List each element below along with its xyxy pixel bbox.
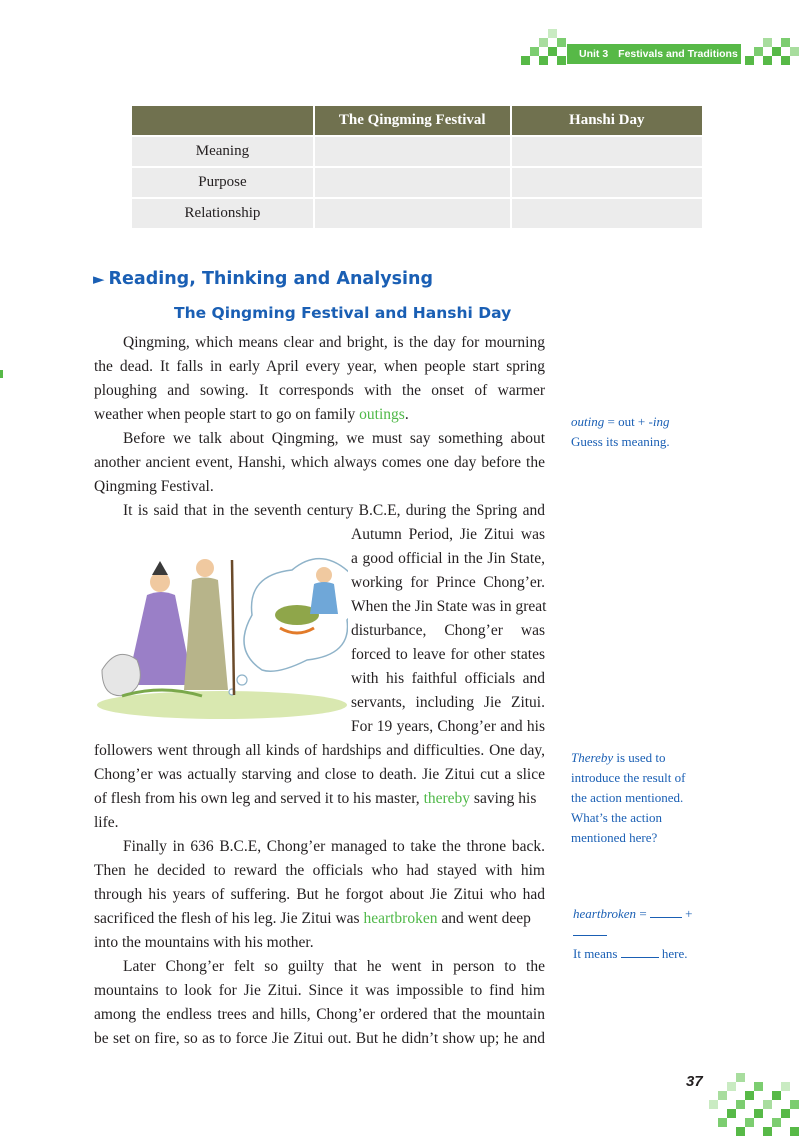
text-line: mountains to look for Jie Zitui. Since it was impossible to find him <box>94 982 545 999</box>
note-line <box>573 922 607 942</box>
text-line <box>94 909 531 929</box>
vocab-heartbroken: heartbroken <box>363 910 438 927</box>
comparison-table <box>132 106 702 228</box>
vocab-outings: outings <box>359 406 405 423</box>
text-line: For 19 years, Chong’er and his <box>351 718 545 735</box>
text-line: It is said that in the seventh century B.C.E, during the Spring and <box>123 502 545 519</box>
text-line: Finally in 636 B.C.E, Chong’er managed to take the throne back. <box>123 838 545 855</box>
note-text: mentioned here? <box>571 830 658 845</box>
note-word: heartbroken <box>573 906 637 921</box>
text-line: be set on fire, so as to force Jie Zitui out. But he didn’t show up; he and <box>94 1030 545 1047</box>
text-line: into the mountains with his mother. <box>94 934 314 951</box>
text-line: servants, including Jie Zitui. <box>351 694 545 711</box>
text-line: through his years of suffering. But he forgot about Jie Zitui who had <box>94 886 545 903</box>
figure-robe <box>310 582 338 614</box>
note-text: What’s the action <box>571 810 662 825</box>
note-text: the action mentioned. <box>571 790 684 805</box>
text-line: another ancient event, Hanshi, which always comes one day before the <box>94 454 545 471</box>
note-heartbroken <box>573 904 693 924</box>
text-line: a good official in the Jin State, <box>351 550 545 567</box>
text-line: Before we talk about Qingming, we must say something about <box>123 430 545 447</box>
ground <box>97 691 347 719</box>
story-illustration <box>92 520 348 720</box>
note-heartbroken-meaning <box>573 944 688 964</box>
text-run: . <box>404 406 409 423</box>
text-run: sacrificed the flesh of his leg. Jie Zitui was <box>94 910 364 927</box>
fill-blank <box>650 905 682 918</box>
row-label: Purpose <box>132 167 314 198</box>
text-line: Chong’er was actually starving and close to death. Jie Zitui cut a slice <box>94 766 545 783</box>
bundle <box>102 654 140 695</box>
thought-dot <box>237 675 247 685</box>
note-text: = out + <box>604 414 649 429</box>
table-cell <box>511 136 702 167</box>
note-outing <box>571 412 669 432</box>
text-line: When the Jin State was in great <box>351 598 547 615</box>
text-line: among the endless trees and hills, Chong’er ordered that the mountain <box>94 1006 545 1023</box>
text-line: with his faithful officials and <box>351 670 545 687</box>
figure-head <box>316 567 332 583</box>
section-heading <box>93 269 433 289</box>
row-label: Meaning <box>132 136 314 167</box>
table-header-qingming: The Qingming Festival <box>314 106 511 136</box>
text-line <box>94 405 409 425</box>
table-cell <box>314 167 511 198</box>
note-text: Guess its meaning. <box>571 434 670 449</box>
table-cell <box>511 198 702 228</box>
text-line <box>94 789 536 809</box>
table-row <box>132 136 702 167</box>
note-text: = <box>636 906 650 921</box>
table-row <box>132 198 702 228</box>
edge-mark <box>0 370 3 378</box>
text-line: the dead. It falls in early April every year, when people start spring <box>94 358 545 375</box>
fill-blank <box>621 945 659 958</box>
text-run: saving his <box>470 790 537 807</box>
section-heading-text: Reading, Thinking and Analysing <box>108 269 434 289</box>
text-line: Qingming, which means clear and bright, is the day for mourning <box>123 334 545 351</box>
table-cell <box>314 136 511 167</box>
text-line: disturbance, Chong’er was <box>351 622 545 639</box>
page-number: 37 <box>686 1073 703 1090</box>
table-cell <box>511 167 702 198</box>
note-text: is used to <box>613 750 666 765</box>
text-run: and went deep <box>437 910 531 927</box>
note-text: It means <box>573 946 621 961</box>
note-text: introduce the result of <box>571 770 686 785</box>
official-hat <box>152 561 168 575</box>
text-line: life. <box>94 814 119 831</box>
text-line: Qingming Festival. <box>94 478 214 495</box>
text-line: forced to leave for other states <box>351 646 545 663</box>
vocab-thereby: thereby <box>423 790 471 807</box>
note-suffix: -ing <box>648 414 670 429</box>
note-text: here. <box>658 946 688 961</box>
note-text: + <box>681 906 693 921</box>
unit-title: Festivals and Traditions <box>618 48 738 60</box>
fill-blank <box>573 923 607 936</box>
table-row <box>132 167 702 198</box>
note-word: Thereby <box>571 750 614 765</box>
text-line: Then he decided to reward the officials who had stayed with him <box>94 862 545 879</box>
prince-head <box>196 559 214 577</box>
prince-robe <box>184 578 228 691</box>
unit-header <box>567 44 741 64</box>
text-line: followers went through all kinds of hardships and difficulties. One day, <box>94 742 545 759</box>
note-thereby <box>571 748 666 768</box>
text-line: Later Chong’er felt so guilty that he went in person to the <box>123 958 545 975</box>
article-title: The Qingming Festival and Hanshi Day <box>174 304 512 322</box>
text-line: working for Prince Chong’er. <box>351 574 545 591</box>
text-run: weather when people start to go on family <box>94 406 360 423</box>
table-cell <box>314 198 511 228</box>
walking-staff <box>232 560 234 695</box>
triangle-marker-icon: ► <box>93 270 105 288</box>
unit-number: Unit 3 <box>579 48 609 60</box>
text-line: Autumn Period, Jie Zitui was <box>351 526 545 543</box>
note-word: outing <box>571 414 605 429</box>
table-header-hanshi: Hanshi Day <box>511 106 702 136</box>
row-label: Relationship <box>132 198 314 228</box>
text-line: ploughing and sowing. It corresponds with the onset of warmer <box>94 382 545 399</box>
table-header-blank <box>132 106 314 136</box>
text-run: of flesh from his own leg and served it to his master, <box>94 790 424 807</box>
